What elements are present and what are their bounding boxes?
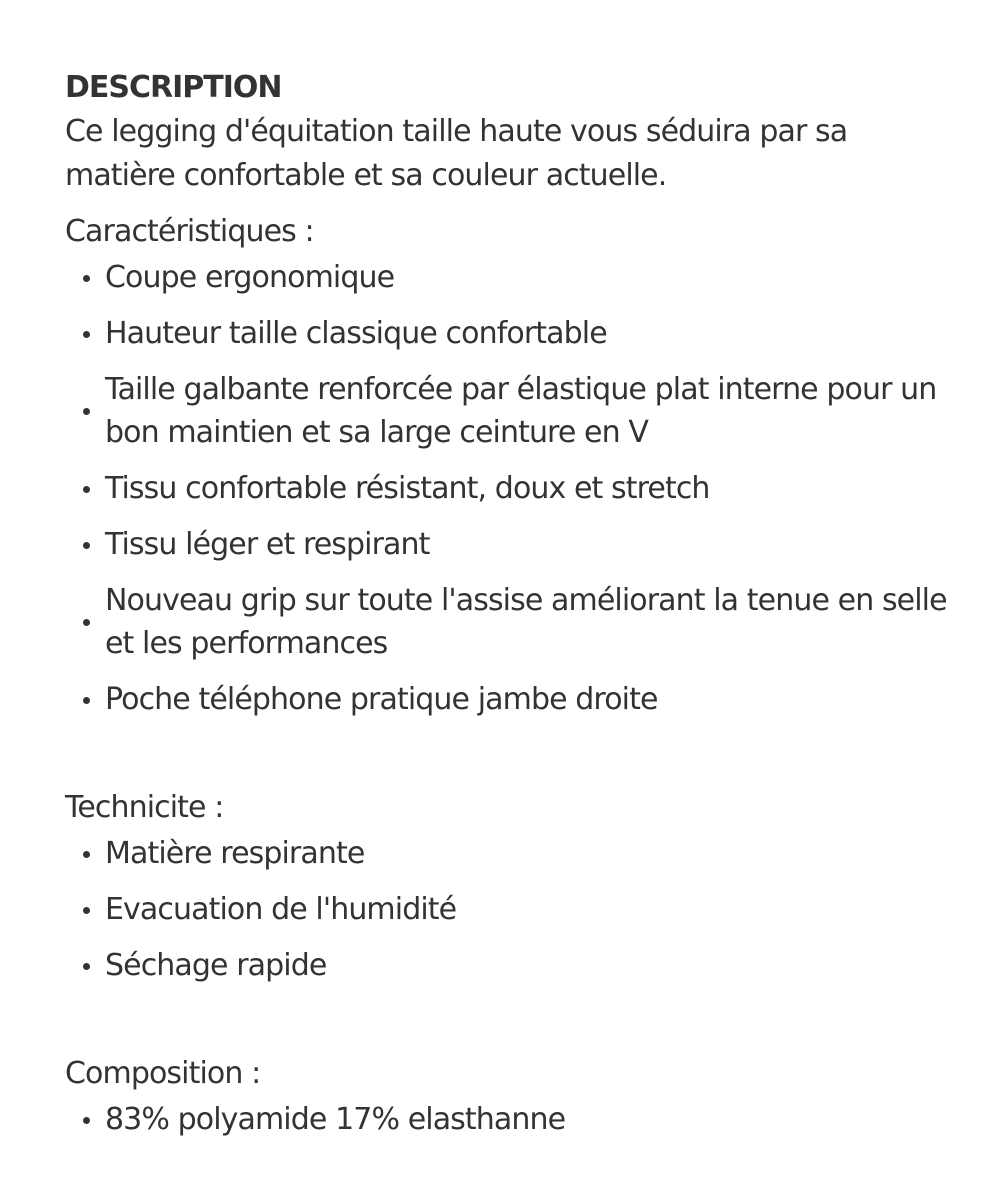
list-item-text: Tissu léger et respirant (105, 527, 430, 562)
list-item (65, 678, 965, 721)
technicite-list (65, 832, 965, 987)
list-item-text: Nouveau grip sur toute l'assise améliorant la tenue en selle et les performances (105, 583, 947, 661)
bullet-icon (83, 408, 90, 415)
description-intro: Ce legging d'équitation taille haute vous séduira par sa matière confortable et sa couleur actuelle. (65, 114, 848, 193)
bullet-icon (83, 851, 90, 858)
list-item-text: Taille galbante renforcée par élastique plat interne pour un bon maintien et sa large ceinture en V (105, 372, 937, 450)
list-item (65, 579, 965, 665)
list-item-text: Poche téléphone pratique jambe droite (105, 682, 658, 717)
list-item (65, 467, 965, 510)
list-item-text: Coupe ergonomique (105, 260, 395, 295)
technicite-label: Technicite : (65, 790, 224, 825)
product-description (65, 66, 965, 1154)
list-item (65, 944, 965, 987)
list-item-text: Hauteur taille classique confortable (105, 316, 607, 351)
bullet-icon (83, 907, 90, 914)
list-item (65, 312, 965, 355)
bullet-icon (83, 619, 90, 626)
bullet-icon (83, 331, 90, 338)
bullet-icon (83, 963, 90, 970)
caracteristiques-list (65, 256, 965, 721)
caracteristiques-label: Caractéristiques : (65, 214, 314, 249)
list-item (65, 1098, 965, 1141)
list-item-text: Tissu confortable résistant, doux et stretch (105, 471, 710, 506)
bullet-icon (83, 275, 90, 282)
bullet-icon (83, 486, 90, 493)
bullet-icon (83, 697, 90, 704)
list-item-text: Séchage rapide (105, 948, 327, 983)
composition-label: Composition : (65, 1056, 261, 1091)
composition-list (65, 1098, 965, 1141)
bullet-icon (83, 542, 90, 549)
list-item (65, 523, 965, 566)
list-item (65, 256, 965, 299)
list-item (65, 832, 965, 875)
list-item (65, 888, 965, 931)
bullet-icon (83, 1117, 90, 1124)
list-item-text: Matière respirante (105, 836, 365, 871)
list-item (65, 368, 965, 454)
description-heading: DESCRIPTION (65, 70, 282, 105)
list-item-text: 83% polyamide 17% elasthanne (105, 1102, 566, 1137)
list-item-text: Evacuation de l'humidité (105, 892, 457, 927)
